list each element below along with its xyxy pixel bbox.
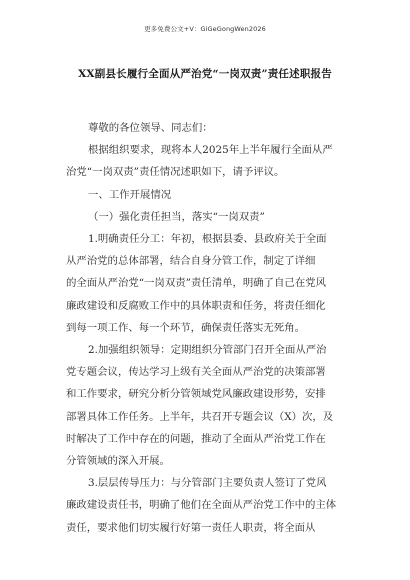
body-line: 廉政建设责任书，明确了他们在全面从严治党工作中的主体 <box>66 499 337 512</box>
body-line: 3.层层传导压力：与分管部门主要负责人签订了党风 <box>88 477 327 490</box>
body-line: 分管领域的深入开展。 <box>66 455 170 468</box>
document-title: XX副县长履行全面从严治党“一岗双责”责任述职报告 <box>78 68 332 80</box>
salutation: 尊敬的各位领导、同志们： <box>88 122 213 134</box>
section-heading: 一、工作开展情况 <box>88 188 172 201</box>
subsection-heading: （一）强化责任担当，落实“一岗双责” <box>88 210 265 223</box>
body-line: 到每一项工作、每一个环节，确保责任落实无死角。 <box>66 321 305 334</box>
body-line: 的全面从严治党“一岗双责”责任清单，明确了自己在党风 <box>66 277 326 290</box>
body-line: 和工作要求，研究分析分管领域党风廉政建设形势，安排 <box>66 388 326 401</box>
body-line: 时解决了工作中存在的问题，推动了全面从严治党工作在 <box>66 432 326 445</box>
document-body <box>66 117 352 539</box>
body-line: 廉政建设和反腐败工作中的具体职责和任务，将责任细化 <box>66 299 326 312</box>
body-line: 从严治党的总体部署，结合自身分管工作，制定了详细 <box>66 255 316 268</box>
header-note: 更多免费公文+V：GiGeGongWen2026 <box>144 25 266 33</box>
body-line: 责任，要求他们切实履行好第一责任人职责，将全面从 <box>66 521 316 534</box>
body-line: 根据组织要求，现将本人2025年上半年履行全面从严 <box>88 144 333 157</box>
body-line: 部署具体工作任务。上半年，共召开专题会议（X）次，及 <box>66 410 334 423</box>
body-line: 1.明确责任分工：年初，根据县委、县政府关于全面 <box>88 233 327 246</box>
body-line: 党专题会议，传达学习上级有关全面从严治党的决策部署 <box>66 366 326 379</box>
body-line: 治党“一岗双责”责任情况述职如下，请予评议。 <box>66 166 285 179</box>
body-line: 2.加强组织领导：定期组织分管部门召开全面从严治 <box>88 344 327 357</box>
